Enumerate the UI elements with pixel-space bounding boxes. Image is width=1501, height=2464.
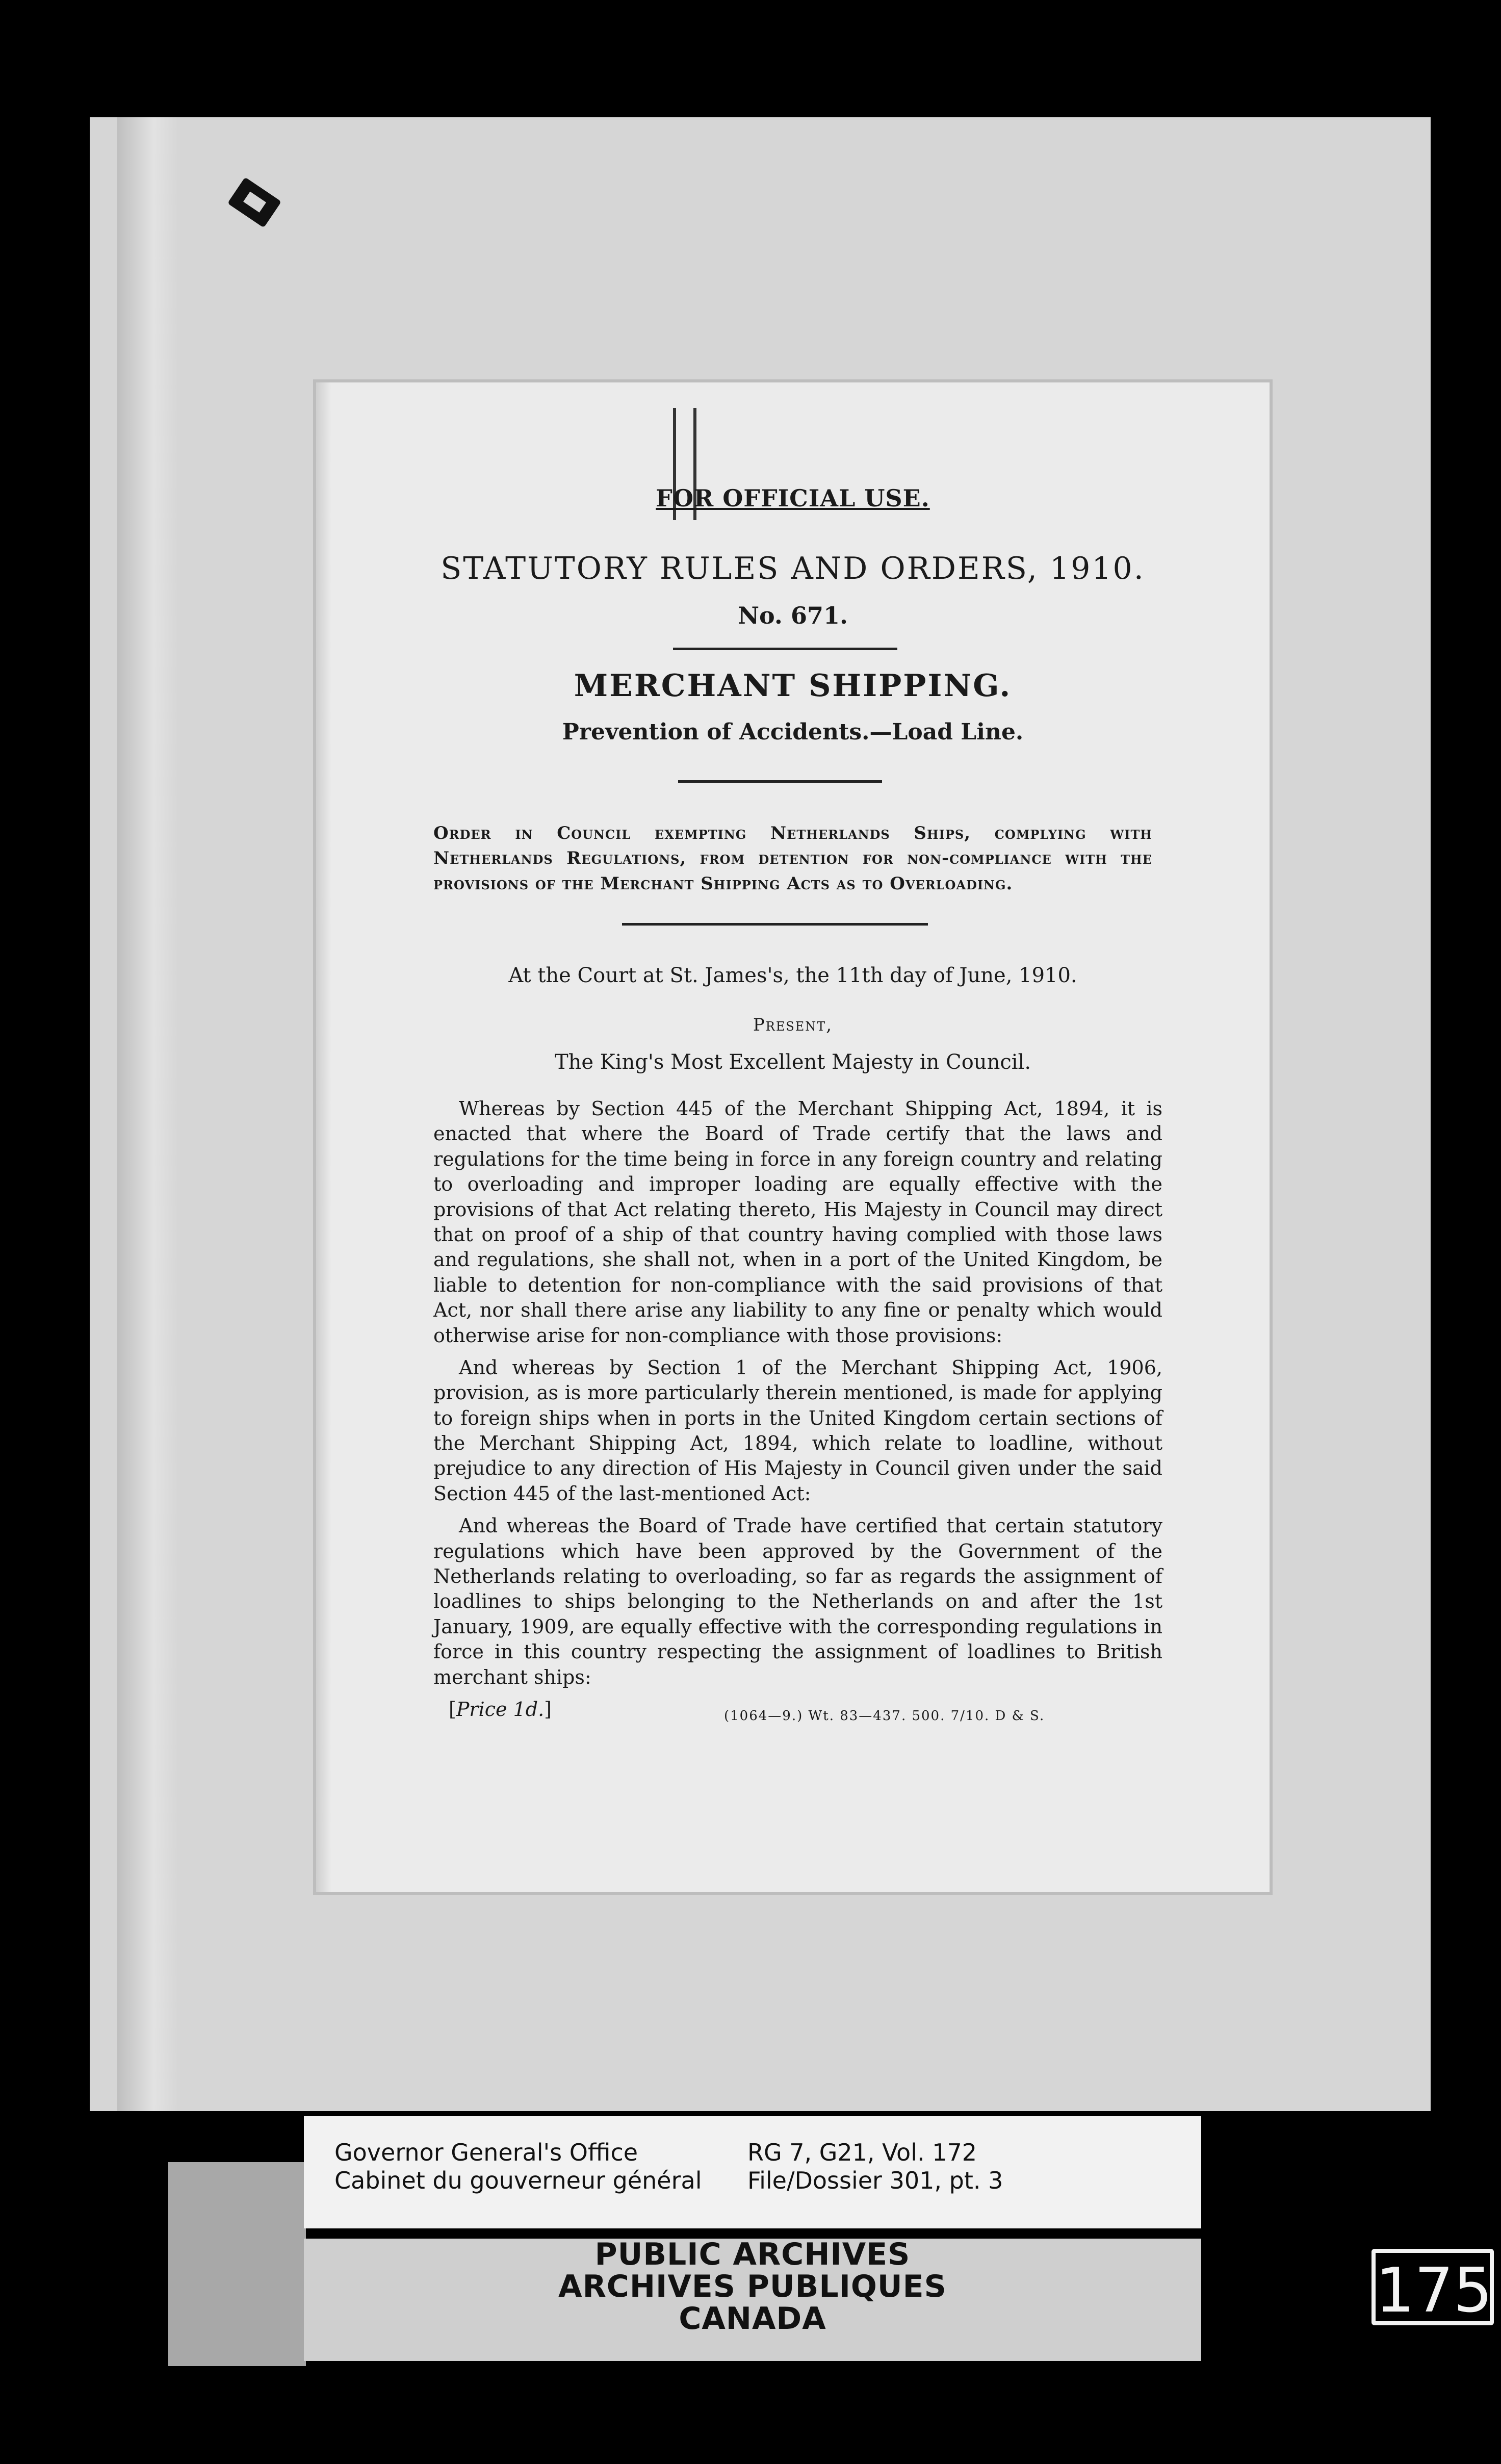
reference-block [747,2139,1003,2195]
paragraph: And whereas the Board of Trade have certified that certain statutory regulations which have been approved by the Government of the Netherlands relating to overloading, so far as regards the assignment of loadlines to ships belonging to the Netherlands on and after the 1st January, 1909, are equally effective with the corresponding regulations in force in this country respecting the assignment of loadlines to British merchant ships: [433,1515,1162,1688]
document-page [316,382,1270,1892]
stamp-line: PUBLIC ARCHIVES [594,2237,911,2272]
film-edge [168,2162,306,2366]
official-use-heading: FOR OFFICIAL USE. [656,484,930,512]
office-en: Governor General's Office [334,2139,638,2166]
present-line: Present, [753,1015,833,1035]
archive-label [304,2116,1201,2228]
paragraph: And whereas by Section 1 of the Merchant Shipping Act, 1906, provision, as is more particularly therein mentioned, is made for applying to foreign ships when in ports in the United Kingdom certain sections of the Merchant Shipping Act, 1894, which relate to loadline, without prejudice to any direction of His Majesty in Council given under the said Section 445 of the last-mentioned Act: [433,1356,1162,1505]
frame-number: 175 [1371,2249,1494,2325]
file-reference: File/Dossier 301, pt. 3 [747,2167,1003,2195]
court-line: At the Court at St. James's, the 11th day of June, 1910. [508,964,1077,987]
sro-title: STATUTORY RULES AND ORDERS, 1910. [441,551,1145,586]
order-heading: Order in Council exempting Netherlands Ships, complying with Netherlands Regulations, from detention for non-compliance with the provisions of the Merchant Shipping Acts as to Overloading. [433,823,1153,894]
price-line: [Price 1d.] [449,1698,552,1721]
divider [673,648,897,650]
body-text [433,1096,1162,1697]
divider [622,923,928,926]
subject-heading: MERCHANT SHIPPING. [574,668,1012,704]
divider [678,780,882,783]
sro-number: No. 671. [738,602,848,629]
price-text: Price 1d. [456,1698,545,1721]
king-line: The King's Most Excellent Majesty in Council. [554,1050,1031,1074]
reference: RG 7, G21, Vol. 172 [747,2139,977,2166]
office-fr: Cabinet du gouverneur général [334,2167,702,2195]
subtitle: Prevention of Accidents.—Load Line. [562,719,1024,745]
stamp-line: CANADA [679,2301,826,2337]
imprint-line: (1064—9.) Wt. 83—437. 500. 7/10. D & S. [724,1708,1045,1724]
paragraph: Whereas by Section 445 of the Merchant Shipping Act, 1894, it is enacted that where the Board of Trade certify that the laws and regulations for the time being in force in any foreign country and relating to overloading and improper loading are equally effective with the provisions of that Act relating thereto, His Majesty in Council may direct that on proof of a ship of that country having complied with those laws and regulations, she shall not, when in a port of the United Kingdom, be liable to detention for non-compliance with the said provisions of that Act, nor shall there arise any liability to any fine or penalty which would otherwise arise for non-compliance with those provisions: [433,1097,1162,1347]
stamp-line: ARCHIVES PUBLIQUES [558,2269,947,2304]
archive-stamp [304,2239,1201,2361]
office-block [334,2139,702,2195]
folder-fold [117,117,178,2111]
